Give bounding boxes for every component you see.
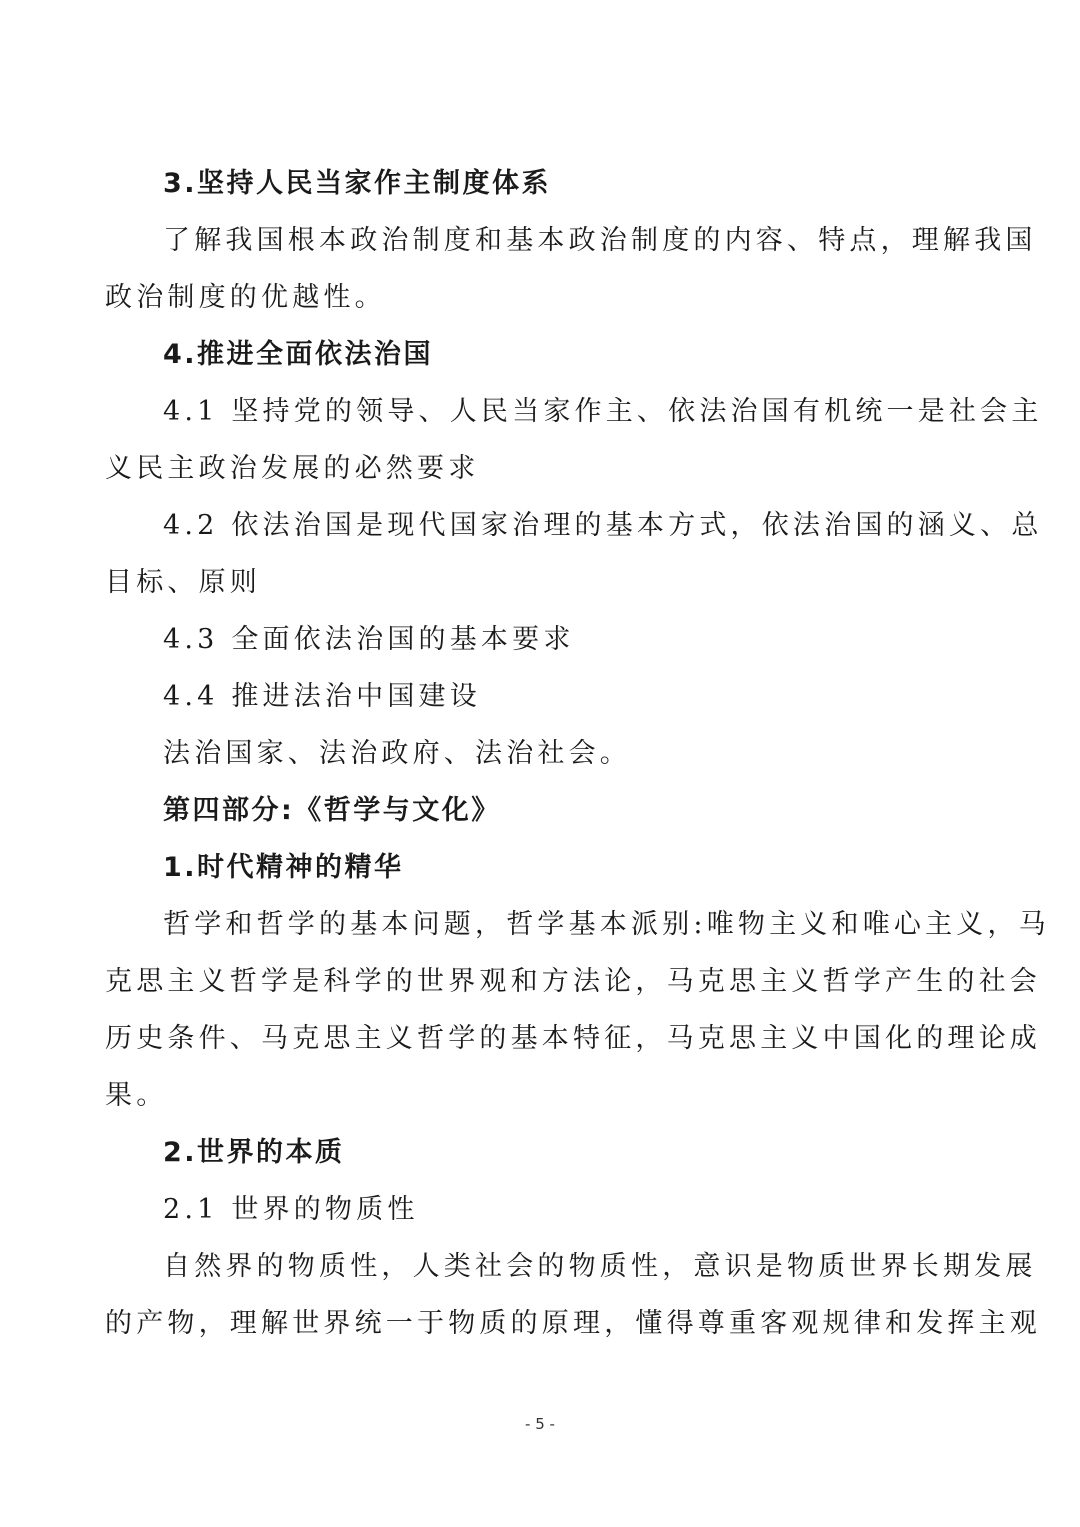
- section-heading-1: 1.时代精神的精华: [163, 852, 404, 883]
- paragraph-line: 果。: [105, 1080, 168, 1111]
- paragraph-line: 克思主义哲学是科学的世界观和方法论，马克思主义哲学产生的社会: [105, 966, 1041, 997]
- section-heading-2: 2.世界的本质: [163, 1137, 345, 1168]
- paragraph-line: 自然界的物质性，人类社会的物质性，意识是物质世界长期发展: [163, 1251, 1037, 1282]
- section-heading-3: 3.坚持人民当家作主制度体系: [163, 168, 552, 199]
- part-heading: 第四部分:《哲学与文化》: [163, 795, 501, 826]
- paragraph-line: 4.3 全面依法治国的基本要求: [163, 624, 575, 655]
- paragraph-line: 目标、原则: [105, 567, 261, 598]
- section-heading-4: 4.推进全面依法治国: [163, 339, 434, 370]
- paragraph-line: 政治制度的优越性。: [105, 282, 386, 313]
- paragraph-line: 历史条件、马克思主义哲学的基本特征，马克思主义中国化的理论成: [105, 1023, 1041, 1054]
- paragraph-line: 义民主政治发展的必然要求: [105, 453, 480, 484]
- paragraph-line: 的产物，理解世界统一于物质的原理，懂得尊重客观规律和发挥主观: [105, 1308, 1041, 1339]
- paragraph-line: 4.4 推进法治中国建设: [163, 681, 481, 712]
- paragraph-line: 了解我国根本政治制度和基本政治制度的内容、特点，理解我国: [163, 225, 1037, 256]
- paragraph-line: 哲学和哲学的基本问题，哲学基本派别:唯物主义和唯心主义，马: [163, 909, 1050, 940]
- paragraph-line: 2.1 世界的物质性: [163, 1194, 419, 1225]
- paragraph-line: 4.1 坚持党的领导、人民当家作主、依法治国有机统一是社会主: [163, 396, 1043, 427]
- paragraph-line: 4.2 依法治国是现代国家治理的基本方式，依法治国的涵义、总: [163, 510, 1043, 541]
- page-number: - 5 -: [525, 1415, 555, 1433]
- paragraph-line: 法治国家、法治政府、法治社会。: [163, 738, 631, 769]
- document-body: [105, 155, 1050, 1352]
